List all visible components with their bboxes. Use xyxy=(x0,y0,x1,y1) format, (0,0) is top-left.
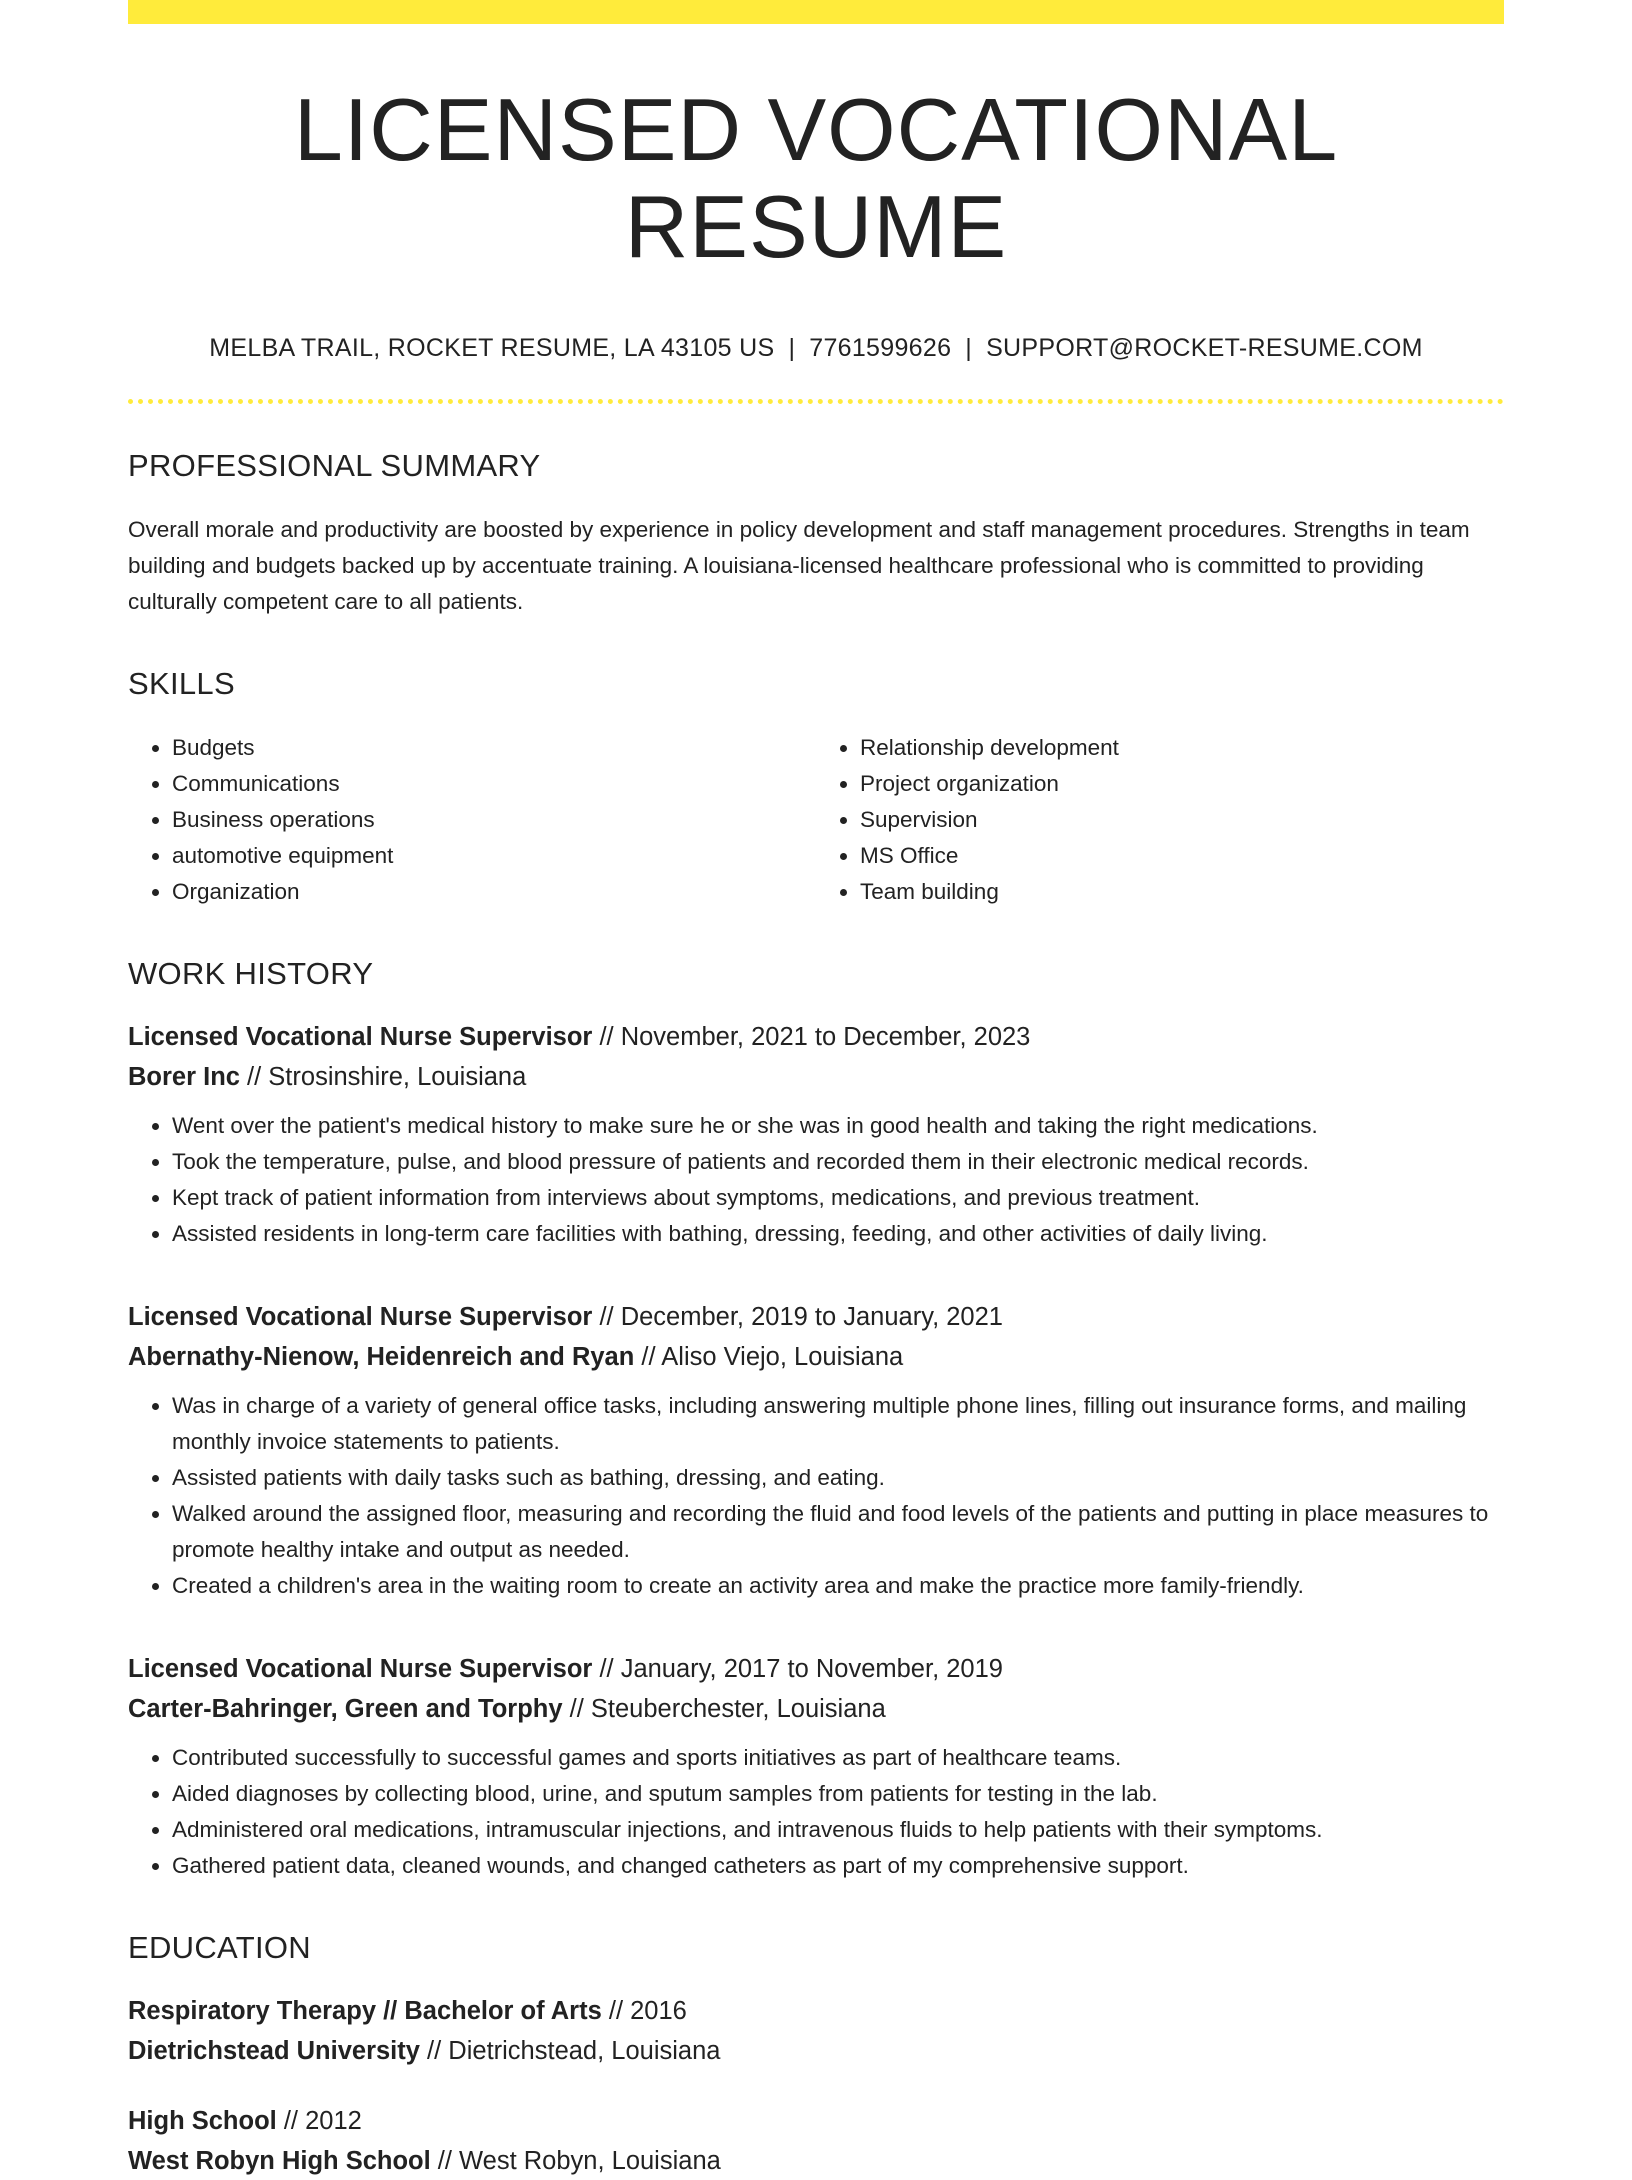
skills-list-right xyxy=(816,730,1504,910)
job-bullets xyxy=(128,1740,1504,1884)
job-bullet: • Created a children's area in the waiting room to create an activity area and make the practice more family-friendly. xyxy=(172,1568,1504,1604)
contact-phone: 7761599626 xyxy=(809,333,952,362)
job-bullet: • Aided diagnoses by collecting blood, urine, and sputum samples from patients for testing in the lab. xyxy=(172,1776,1504,1812)
job-title: Licensed Vocational Nurse Supervisor xyxy=(128,1654,593,1683)
contact-separator: | xyxy=(965,333,973,362)
job-title: Licensed Vocational Nurse Supervisor xyxy=(128,1022,593,1051)
job-company-line xyxy=(128,1690,1504,1728)
job-location: // Strosinshire, Louisiana xyxy=(247,1062,527,1091)
education-degree: High School xyxy=(128,2106,277,2135)
job-bullet: • Walked around the assigned floor, measuring and recording the fluid and food levels of the patients and putting in place measures to promote healthy intake and output as needed. xyxy=(172,1496,1504,1568)
education-school: Dietrichstead University xyxy=(128,2036,420,2065)
job-bullet: • Administered oral medications, intramuscular injections, and intravenous fluids to help patients with their symptoms. xyxy=(172,1812,1504,1848)
skill-item: • MS Office xyxy=(860,838,1504,874)
education-degree: Respiratory Therapy // Bachelor of Arts xyxy=(128,1996,602,2025)
job-title-line xyxy=(128,1650,1504,1688)
contact-email: SUPPORT@ROCKET-RESUME.COM xyxy=(986,333,1423,362)
accent-top-bar xyxy=(128,0,1504,24)
skill-item: • Team building xyxy=(860,874,1504,910)
education-year: // 2016 xyxy=(608,1996,687,2025)
job-location: // Steuberchester, Louisiana xyxy=(569,1694,886,1723)
job-location: // Aliso Viejo, Louisiana xyxy=(641,1342,904,1371)
job-title: Licensed Vocational Nurse Supervisor xyxy=(128,1302,593,1331)
job-company-line xyxy=(128,1338,1504,1376)
resume-title: LICENSED VOCATIONAL RESUME xyxy=(293,80,1339,276)
work-history-heading: WORK HISTORY xyxy=(128,955,374,991)
job-bullet: • Contributed successfully to successful games and sports initiatives as part of healthcare teams. xyxy=(172,1740,1504,1776)
job-bullet: • Kept track of patient information from interviews about symptoms, medications, and previous treatment. xyxy=(172,1180,1504,1216)
work-history-section xyxy=(128,956,1504,1884)
education-school-line xyxy=(128,2142,1504,2180)
education-school: West Robyn High School xyxy=(128,2146,431,2175)
job-bullet: • Assisted residents in long-term care facilities with bathing, dressing, feeding, and other activities of daily living. xyxy=(172,1216,1504,1252)
skills-section xyxy=(128,666,1504,910)
contact-separator: | xyxy=(788,333,796,362)
summary-section xyxy=(128,448,1504,620)
education-location: // Dietrichstead, Louisiana xyxy=(427,2036,721,2065)
job-bullet: • Went over the patient's medical history to make sure he or she was in good health and taking the right medications. xyxy=(172,1108,1504,1144)
education-degree-line xyxy=(128,1992,1504,2030)
job-bullet: • Gathered patient data, cleaned wounds, and changed catheters as part of my comprehensive support. xyxy=(172,1848,1504,1884)
job-dates: // December, 2019 to January, 2021 xyxy=(599,1302,1003,1331)
skills-list-left xyxy=(128,730,816,910)
education-entry xyxy=(128,1992,1504,2070)
skill-item: • Budgets xyxy=(172,730,816,766)
education-section xyxy=(128,1930,1504,2180)
job-entry xyxy=(128,1298,1504,1604)
skill-item: • Communications xyxy=(172,766,816,802)
job-title-line xyxy=(128,1298,1504,1336)
skill-item: • Organization xyxy=(172,874,816,910)
contact-address: MELBA TRAIL, ROCKET RESUME, LA 43105 US xyxy=(209,333,775,362)
job-company: Borer Inc xyxy=(128,1062,240,1091)
contact-line xyxy=(128,334,1504,363)
job-company-line xyxy=(128,1058,1504,1096)
skill-item: • Business operations xyxy=(172,802,816,838)
job-company: Carter-Bahringer, Green and Torphy xyxy=(128,1694,563,1723)
summary-heading: PROFESSIONAL SUMMARY xyxy=(128,447,541,483)
education-school-line xyxy=(128,2032,1504,2070)
job-title-line xyxy=(128,1018,1504,1056)
education-entry xyxy=(128,2102,1504,2180)
job-bullets xyxy=(128,1108,1504,1252)
dotted-divider xyxy=(128,399,1504,404)
summary-text: Overall morale and productivity are boosted by experience in policy development and staff management procedures. Strengths in team building and budgets backed up by accentuate training. A louisiana-licensed healthcare professional who is committed to providing culturally competent care to all patients. xyxy=(128,516,1470,614)
job-dates: // January, 2017 to November, 2019 xyxy=(599,1654,1003,1683)
skill-item: • Project organization xyxy=(860,766,1504,802)
resume-page xyxy=(128,0,1504,2180)
education-heading: EDUCATION xyxy=(128,1929,311,1965)
job-company: Abernathy-Nienow, Heidenreich and Ryan xyxy=(128,1342,635,1371)
education-degree-line xyxy=(128,2102,1504,2140)
job-entry xyxy=(128,1018,1504,1252)
skills-heading: SKILLS xyxy=(128,665,235,701)
education-location: // West Robyn, Louisiana xyxy=(437,2146,721,2175)
education-year: // 2012 xyxy=(283,2106,362,2135)
job-dates: // November, 2021 to December, 2023 xyxy=(599,1022,1031,1051)
job-bullet: • Was in charge of a variety of general office tasks, including answering multiple phone lines, filling out insurance forms, and mailing monthly invoice statements to patients. xyxy=(172,1388,1504,1460)
job-bullets xyxy=(128,1388,1504,1604)
skill-item: • Relationship development xyxy=(860,730,1504,766)
job-bullet: • Took the temperature, pulse, and blood pressure of patients and recorded them in their electronic medical records. xyxy=(172,1144,1504,1180)
job-bullet: • Assisted patients with daily tasks such as bathing, dressing, and eating. xyxy=(172,1460,1504,1496)
skill-item: • automotive equipment xyxy=(172,838,816,874)
skill-item: • Supervision xyxy=(860,802,1504,838)
skills-columns xyxy=(128,730,1504,910)
job-entry xyxy=(128,1650,1504,1884)
